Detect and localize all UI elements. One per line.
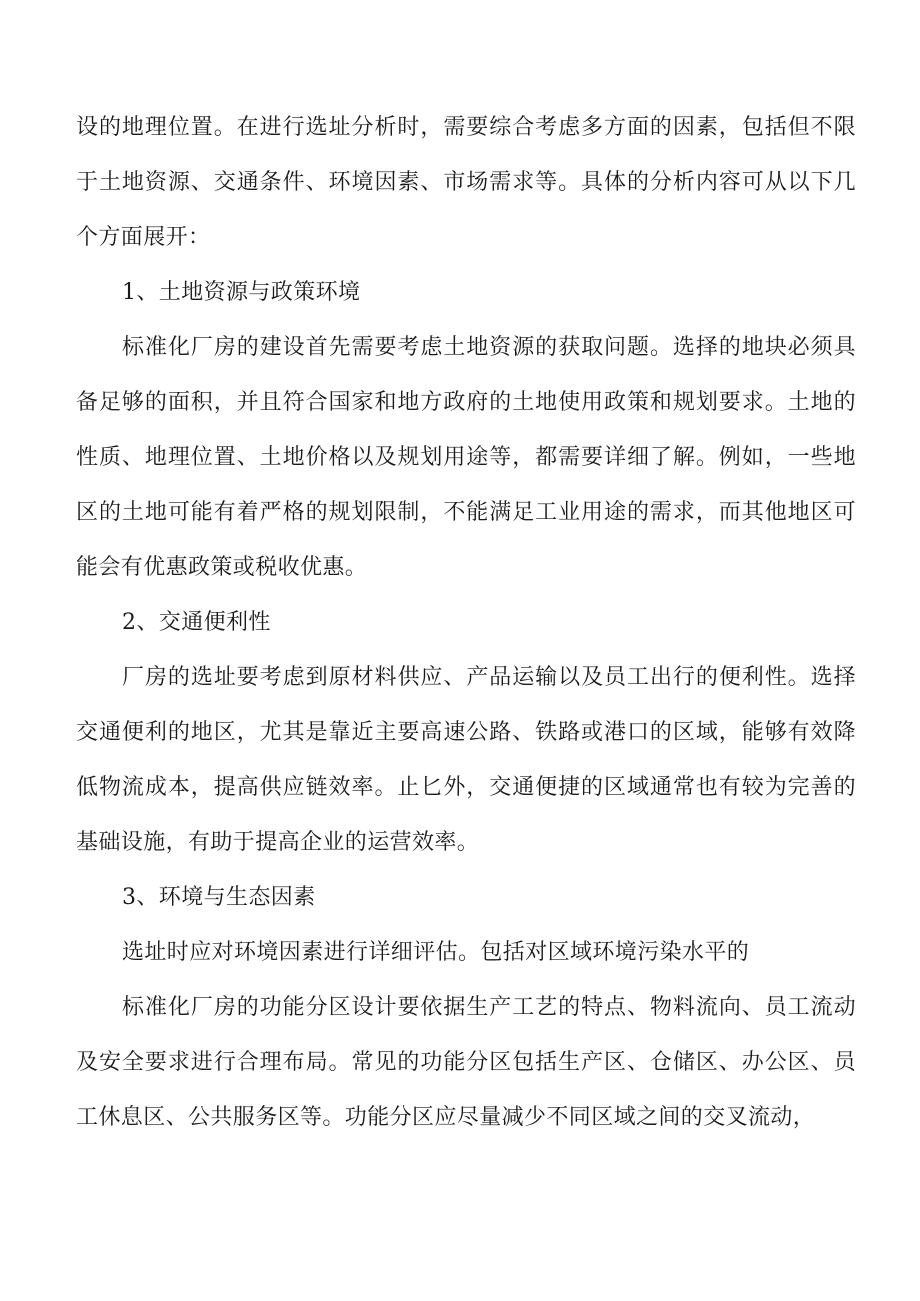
paragraph-land-policy: 标准化厂房的建设首先需要考虑土地资源的获取问题。选择的地块必须具备足够的面积，并且符合国家和地方政府的土地使用政策和规划要求。土地的性质、地理位置、土地价格以及规划用途等，都需要详细了解。例如，一些地区的土地可能有着严格的规划限制，不能满足工业用途的需求，而其他地区可能会有优惠政策或税收优惠。 xyxy=(76,335,856,580)
heading-transport: 2、交通便利性 xyxy=(122,610,271,635)
heading-environment: 3、环境与生态因素 xyxy=(122,885,316,910)
paragraph-intro: 设的地理位置。在进行选址分析时，需要综合考虑多方面的因素，包括但不限于土地资源、交通条件、环境因素、市场需求等。具体的分析内容可从以下几个方面展开： xyxy=(76,115,856,250)
paragraph-transport: 厂房的选址要考虑到原材料供应、产品运输以及员工出行的便利性。选择交通便利的地区，尤其是靠近主要高速公路、铁路或港口的区域，能够有效降低物流成本，提高供应链效率。止匕外，交通便捷的区域通常也有较为完善的基础设施，有助于提高企业的运营效率。 xyxy=(76,665,856,855)
document-page xyxy=(76,100,856,1145)
paragraph-functional-zoning: 标准化厂房的功能分区设计要依据生产工艺的特点、物料流向、员工流动及安全要求进行合理布局。常见的功能分区包括生产区、仓储区、办公区、员工休息区、公共服务区等。功能分区应尽量减少不同区域之间的交叉流动， xyxy=(76,995,856,1130)
paragraph-environment: 选址时应对环境因素进行详细评估。包括对区域环境污染水平的 xyxy=(122,940,750,965)
heading-land-policy: 1、土地资源与政策环境 xyxy=(122,280,361,305)
